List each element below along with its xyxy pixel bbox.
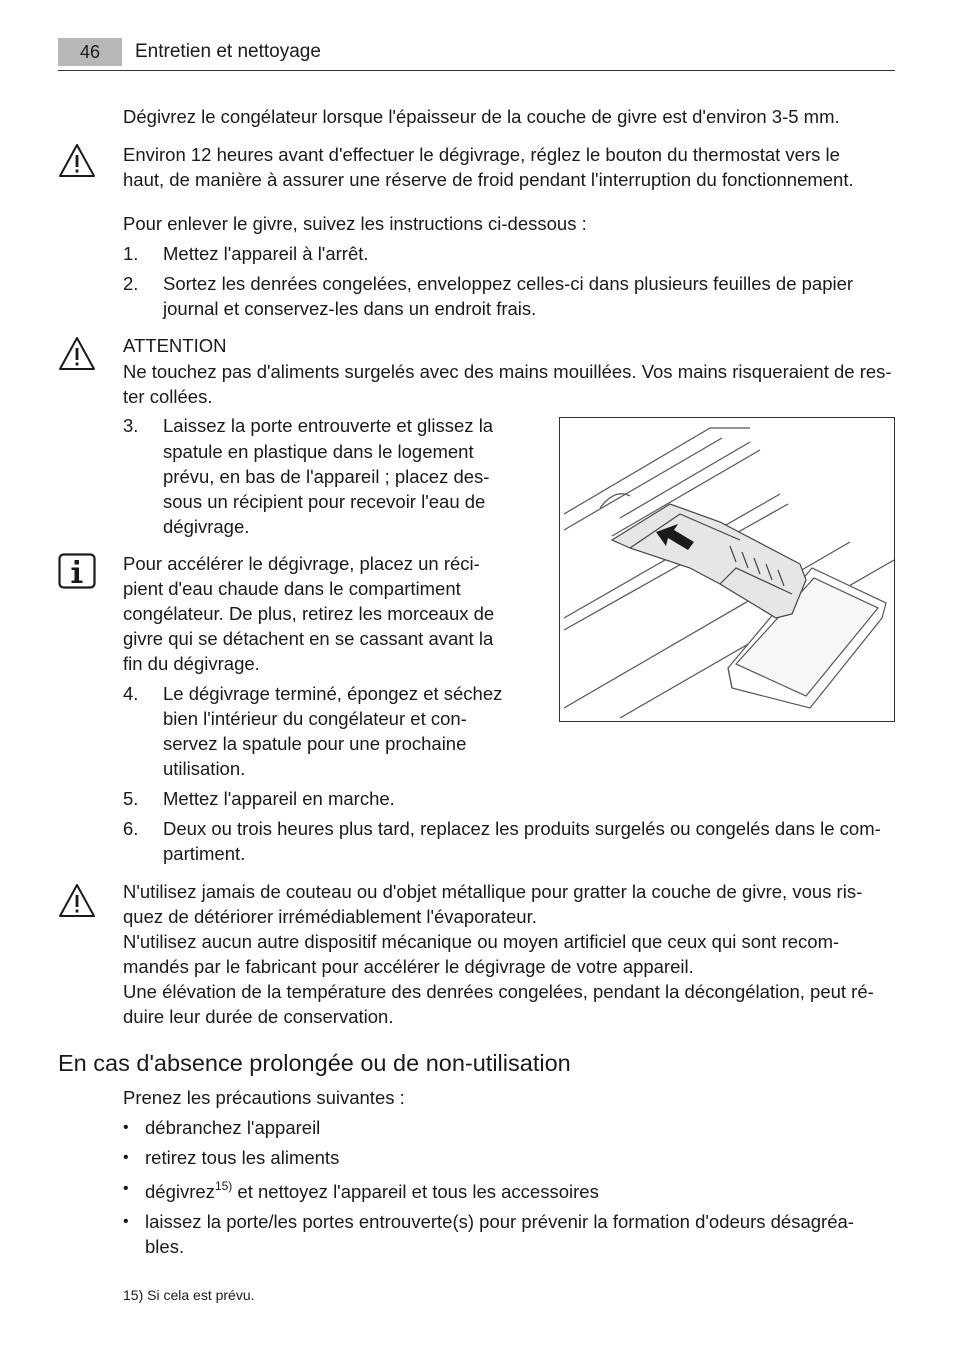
bullet-item-door-open-line-1: laissez la porte/les portes entrouverte(s) pour prévenir la formation d'odeurs désagréa-: [145, 1211, 854, 1232]
step-3-text-line-5: dégivrage.: [163, 516, 250, 537]
step-2-text-line-2: journal et conservez-les dans un endroit frais.: [163, 298, 537, 319]
warning-tools-line-4: mandés par le fabricant pour accélérer le dégivrage de votre appareil.: [123, 956, 694, 977]
info-tip-line-3: congélateur. De plus, retirez les morceaux de: [123, 603, 495, 624]
header-divider: [58, 70, 895, 71]
step-3-text-line-2: spatule en plastique dans le logement: [163, 441, 474, 462]
step-3-text-line-4: sous un récipient pour recevoir l'eau de: [163, 491, 486, 512]
warning-tools-line-2: quez de détériorer irrémédiablement l'évaporateur.: [123, 906, 537, 927]
step-5-text: Mettez l'appareil en marche.: [163, 788, 395, 809]
bullet-marker: •: [123, 1119, 129, 1136]
steps-intro: Pour enlever le givre, suivez les instructions ci-dessous :: [123, 213, 587, 234]
spatula-drawing: [560, 418, 894, 721]
footnote-reference[interactable]: 15): [214, 1179, 233, 1193]
step-1-number: 1.: [123, 243, 139, 264]
page-number: 46: [58, 38, 122, 66]
step-3-text-line-1: Laissez la porte entrouverte et glissez la: [163, 415, 494, 436]
step-4-text-line-1: Le dégivrage terminé, épongez et séchez: [163, 683, 503, 704]
step-3-number: 3.: [123, 415, 139, 436]
step-2-number: 2.: [123, 273, 139, 294]
warning-thermostat-line-2: haut, de manière à assurer une réserve de froid pendant l'interruption du fonctionnement.: [123, 169, 854, 190]
info-tip-line-2: pient d'eau chaude dans le compartiment: [123, 578, 461, 599]
step-4-text-line-2: bien l'intérieur du congélateur et con-: [163, 708, 467, 729]
bullet-item-door-open-line-2: bles.: [145, 1236, 185, 1257]
bullet-item-unplug: débranchez l'appareil: [145, 1117, 321, 1138]
warning-triangle-icon: [58, 336, 96, 372]
attention-line-1: Ne touchez pas d'aliments surgelés avec des mains mouillées. Vos mains risqueraient de res-: [123, 361, 892, 382]
info-tip-line-4: givre qui se détachent en se cassant avant la: [123, 628, 494, 649]
section-heading: En cas d'absence prolongée ou de non-utilisation: [58, 1050, 571, 1076]
step-4-text-line-3: servez la spatule pour une prochaine: [163, 733, 467, 754]
bullet-marker: •: [123, 1213, 129, 1230]
warning-tools-line-1: N'utilisez jamais de couteau ou d'objet métallique pour gratter la couche de givre, vous ris-: [123, 881, 863, 902]
step-6-text-line-1: Deux ou trois heures plus tard, replacez les produits surgelés ou congelés dans le com-: [163, 818, 881, 839]
step-4-number: 4.: [123, 683, 139, 704]
warning-triangle-icon: [58, 143, 96, 179]
warning-thermostat-line-1: Environ 12 heures avant d'effectuer le dégivrage, réglez le bouton du thermostat vers le: [123, 144, 840, 165]
bullet-item-defrost-word: dégivrez: [145, 1181, 215, 1202]
attention-line-2: ter collées.: [123, 386, 213, 407]
warning-tools-line-6: duire leur durée de conservation.: [123, 1006, 394, 1027]
bullet-item-defrost-clean: [145, 1179, 599, 1204]
step-6-number: 6.: [123, 818, 139, 839]
defrost-instruction: Dégivrez le congélateur lorsque l'épaisseur de la couche de givre est d'environ 3-5 mm.: [123, 106, 840, 127]
section-intro: Prenez les précautions suivantes :: [123, 1087, 405, 1108]
warning-triangle-icon: [58, 883, 96, 919]
step-3-text-line-3: prévu, en bas de l'appareil ; placez des-: [163, 466, 490, 487]
info-icon: [58, 553, 96, 591]
step-5-number: 5.: [123, 788, 139, 809]
info-tip-line-5: fin du dégivrage.: [123, 653, 260, 674]
bullet-marker: •: [123, 1149, 129, 1166]
warning-tools-line-5: Une élévation de la température des denrées congelées, pendant la décongélation, peut ré-: [123, 981, 874, 1002]
step-6-text-line-2: partiment.: [163, 843, 246, 864]
step-2-text-line-1: Sortez les denrées congelées, enveloppez celles-ci dans plusieurs feuilles de papier: [163, 273, 854, 294]
defrost-spatula-illustration: [559, 417, 895, 722]
bullet-item-defrost-rest: et nettoyez l'appareil et tous les accessoires: [232, 1181, 599, 1202]
page-header-title: Entretien et nettoyage: [135, 41, 321, 62]
warning-tools-line-3: N'utilisez aucun autre dispositif mécanique ou moyen artificiel que ceux qui sont recom-: [123, 931, 840, 952]
footnote: 15) Si cela est prévu.: [123, 1287, 255, 1303]
bullet-marker: •: [123, 1180, 129, 1197]
info-tip-line-1: Pour accélérer le dégivrage, placez un réci-: [123, 553, 480, 574]
bullet-item-remove-food: retirez tous les aliments: [145, 1147, 340, 1168]
step-4-text-line-4: utilisation.: [163, 758, 246, 779]
attention-title: ATTENTION: [123, 335, 227, 356]
step-1-text: Mettez l'appareil à l'arrêt.: [163, 243, 369, 264]
